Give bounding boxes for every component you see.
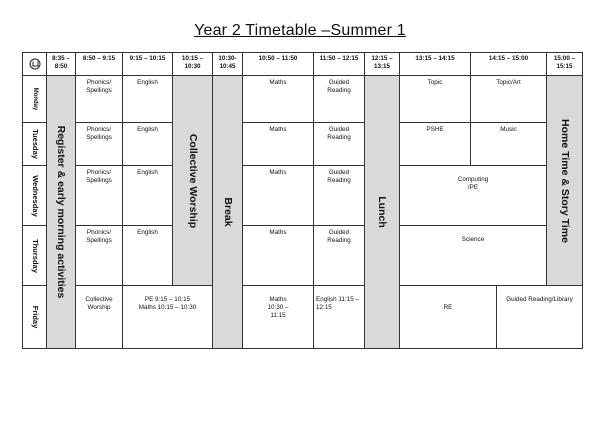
home-time-column [546,75,583,286]
logo-cell [22,52,47,76]
monday-topic-art: Topic/Art [470,75,547,123]
break-column [212,75,243,349]
tuesday-guided-reading: Guided Reading [313,122,365,166]
monday-topic: Topic [399,75,471,123]
page-title: Year 2 Timetable –Summer 1 [194,22,406,39]
header-10-30: 10:30- 10:45 [212,52,243,76]
day-label: Tuesday [30,129,40,159]
monday-english: English [122,75,173,123]
thursday-phonics: Phonics/ Spellings [75,225,123,286]
wednesday-maths: Maths [242,165,314,226]
monday-maths: Maths [242,75,314,123]
day-monday [22,75,47,123]
school-crest-icon [29,59,40,70]
header-10-15: 10:15 – 10:30 [172,52,213,76]
home-time-label: Home Time & Story Time [558,118,571,243]
register-column [46,75,76,349]
lunch-label: Lunch [376,196,388,228]
wednesday-english: English [122,165,173,226]
tuesday-pshe: PSHE [399,122,471,166]
collective-worship-label: Collective Worship [186,133,199,228]
day-wednesday [22,165,47,226]
tuesday-maths: Maths [242,122,314,166]
day-friday [22,285,47,349]
header-9-15: 9:15 – 10:15 [122,52,173,76]
header-15-00: 15:00 – 15:15 [546,52,583,76]
tuesday-english: English [122,122,173,166]
tuesday-music: Music [470,122,547,166]
friday-guided-reading-library: Guided Reading/Library [496,285,583,349]
day-label: Thursday [30,238,40,273]
day-thursday [22,225,47,286]
day-label: Monday [31,87,38,111]
friday-maths: Maths 10:30 – 11:15 [242,285,314,349]
monday-guided-reading: Guided Reading [313,75,365,123]
header-14-15: 14:15 – 15:00 [470,52,547,76]
wednesday-phonics: Phonics/ Spellings [75,165,123,226]
register-label: Register & early morning activities [55,125,67,299]
header-12-15: 12:15 – 13:15 [364,52,400,76]
tuesday-phonics: Phonics/ Spellings [75,122,123,166]
friday-english: English 11:15 – 12:15 [313,285,365,349]
thursday-science: Science [399,225,547,286]
break-label: Break [221,197,234,227]
header-11-50: 11:50 – 12:15 [313,52,365,76]
wednesday-guided-reading: Guided Reading [313,165,365,226]
header-8-50: 8:50 – 9:15 [75,52,123,76]
friday-pe-maths: PE 9:15 – 10:15 Maths 10:15 – 10:30 [122,285,213,349]
friday-re: RE [399,285,497,349]
monday-phonics: Phonics/ Spellings [75,75,123,123]
header-10-50: 10:50 – 11:50 [242,52,314,76]
friday-collective-worship: Collective Worship [75,285,123,349]
day-label: Wednesday [30,174,40,217]
header-13-15: 13:15 – 14:15 [399,52,471,76]
collective-worship-column [172,75,213,286]
day-label: Friday [30,305,40,329]
header-8-35: 8:35 – 8:50 [46,52,76,76]
thursday-guided-reading: Guided Reading [313,225,365,286]
wednesday-computing-pe: Computing /PE [399,165,547,226]
thursday-english: English [122,225,173,286]
lunch-column [364,75,400,349]
thursday-maths: Maths [242,225,314,286]
day-tuesday [22,122,47,166]
